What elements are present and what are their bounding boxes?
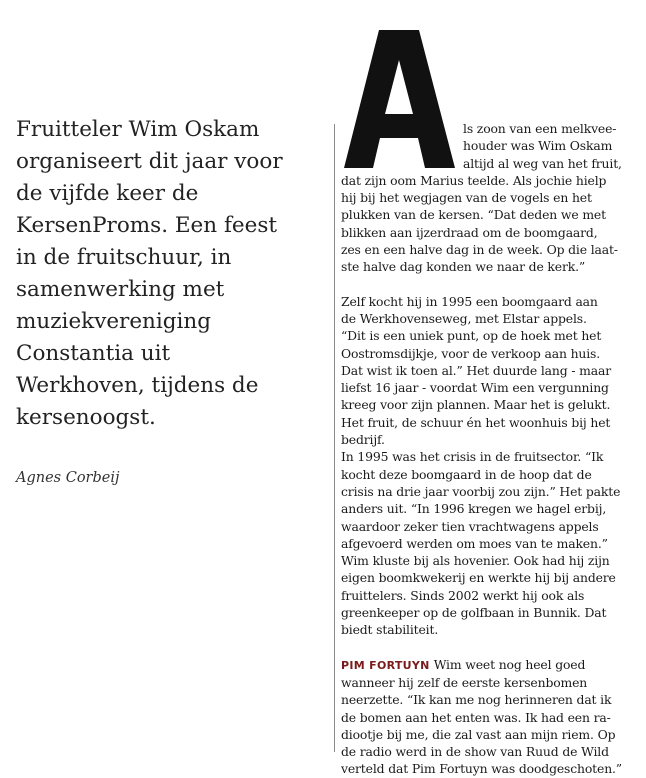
intro-text: [16, 114, 316, 434]
article-line: waardoor zeker tien vrachtwagens appels: [341, 518, 599, 534]
intro-line: samenwerking met: [16, 277, 225, 302]
paragraph-gap: [341, 639, 641, 656]
intro-line: muziekvereniging: [16, 309, 212, 334]
article-line: greenkeeper op de golfbaan in Bunnik. Dat: [341, 605, 607, 621]
article-line: bedrijf.: [341, 432, 385, 448]
article-line: Wim kluste bij als hovenier. Ook had hij zijn: [341, 553, 610, 569]
author-byline: Agnes Corbeij: [16, 470, 120, 486]
article-line: zes en een halve dag in de week. Op die laat-: [341, 242, 618, 258]
article-line: Het fruit, de schuur én het woonhuis bij het: [341, 414, 611, 430]
section-kicker: PIM FORTUYN: [341, 658, 430, 672]
intro-line: Fruitteler Wim Oskam: [16, 117, 260, 142]
article-line: crisis na drie jaar voorbij zou zijn.” Het pakte: [341, 483, 621, 499]
intro-line: kersenoogst.: [16, 405, 156, 430]
article-line: de Werkhovenseweg, met Elstar appels.: [341, 310, 587, 326]
article-line-text: Wim weet nog heel goed: [433, 656, 586, 672]
column-divider: [334, 124, 335, 752]
article-line: dat zijn oom Marius teelde. Als jochie hielp: [341, 172, 607, 188]
article-line: houder was Wim Oskam: [463, 138, 613, 154]
article-line: hij bij het wegjagen van de vogels en het: [341, 190, 592, 206]
paragraph-pim-fortuyn: [341, 656, 641, 778]
article-line: liefst 16 jaar - voordat Wim een vergunning: [341, 380, 609, 396]
article-line: de bomen aan het enten was. Ik had een ra-: [341, 709, 611, 725]
article-line: ls zoon van een melkvee-: [463, 121, 617, 136]
article-line: blikken aan ijzerdraad om de boomgaard,: [341, 224, 598, 240]
article-line: de radio werd in de show van Ruud de Wild: [341, 744, 609, 760]
article-line: In 1995 was het crisis in de fruitsector. “Ik: [341, 449, 604, 465]
paragraph-gap: [341, 276, 641, 293]
article-line: neerzette. “Ik kan me nog herinneren dat ik: [341, 692, 612, 708]
article-line: eigen boomkwekerij en werkte hij bij andere: [341, 570, 616, 586]
paragraph-boomgaard: [341, 293, 641, 449]
article-line: [341, 656, 641, 674]
article-line: wanneer hij zelf de eerste kersenbomen: [341, 674, 588, 690]
article-line: diootje bij me, die zal vast aan mijn riem. Op: [341, 726, 616, 742]
article-line: anders uit. “In 1996 kregen we hagel erbij,: [341, 501, 607, 517]
article-line: “Dit is een uniek punt, op de hoek met het: [341, 328, 602, 344]
intro-line: Werkhoven, tijdens de: [16, 373, 259, 398]
article-line: ste halve dag konden we naar de kerk.”: [341, 259, 586, 275]
article-line: verteld dat Pim Fortuyn was doodgeschoten.”: [341, 761, 622, 777]
intro-line: KersenProms. Een feest: [16, 213, 278, 238]
article-line: altijd al weg van het fruit,: [463, 155, 622, 171]
article-line: Zelf kocht hij in 1995 een boomgaard aan: [341, 293, 598, 309]
article-line: kreeg voor zijn plannen. Maar het is gelukt.: [341, 397, 611, 413]
intro-line: organiseert dit jaar voor: [16, 149, 283, 174]
article-line: biedt stabiliteit.: [341, 622, 439, 638]
intro-line: de vijfde keer de: [16, 181, 199, 206]
article-line: Dat wist ik toen al.” Het duurde lang - maar: [341, 362, 611, 378]
article-line: kocht deze boomgaard in de hoop dat de: [341, 466, 592, 482]
intro-line: Constantia uit: [16, 341, 171, 366]
article-line: Oostromsdijkje, voor de verkoop aan huis.: [341, 345, 601, 361]
paragraph-crisis: [341, 448, 641, 638]
paragraph-intro: [341, 120, 641, 276]
intro-line: in de fruitschuur, in: [16, 245, 232, 270]
article-line: plukken van de kersen. “Dat deden we met: [341, 207, 606, 223]
article-line: afgevoerd werden om moes van te maken.”: [341, 535, 608, 551]
article-line: fruittelers. Sinds 2002 werkt hij ook als: [341, 587, 585, 603]
article-body: [341, 120, 641, 778]
dropcap-text: A: [341, 30, 342, 31]
